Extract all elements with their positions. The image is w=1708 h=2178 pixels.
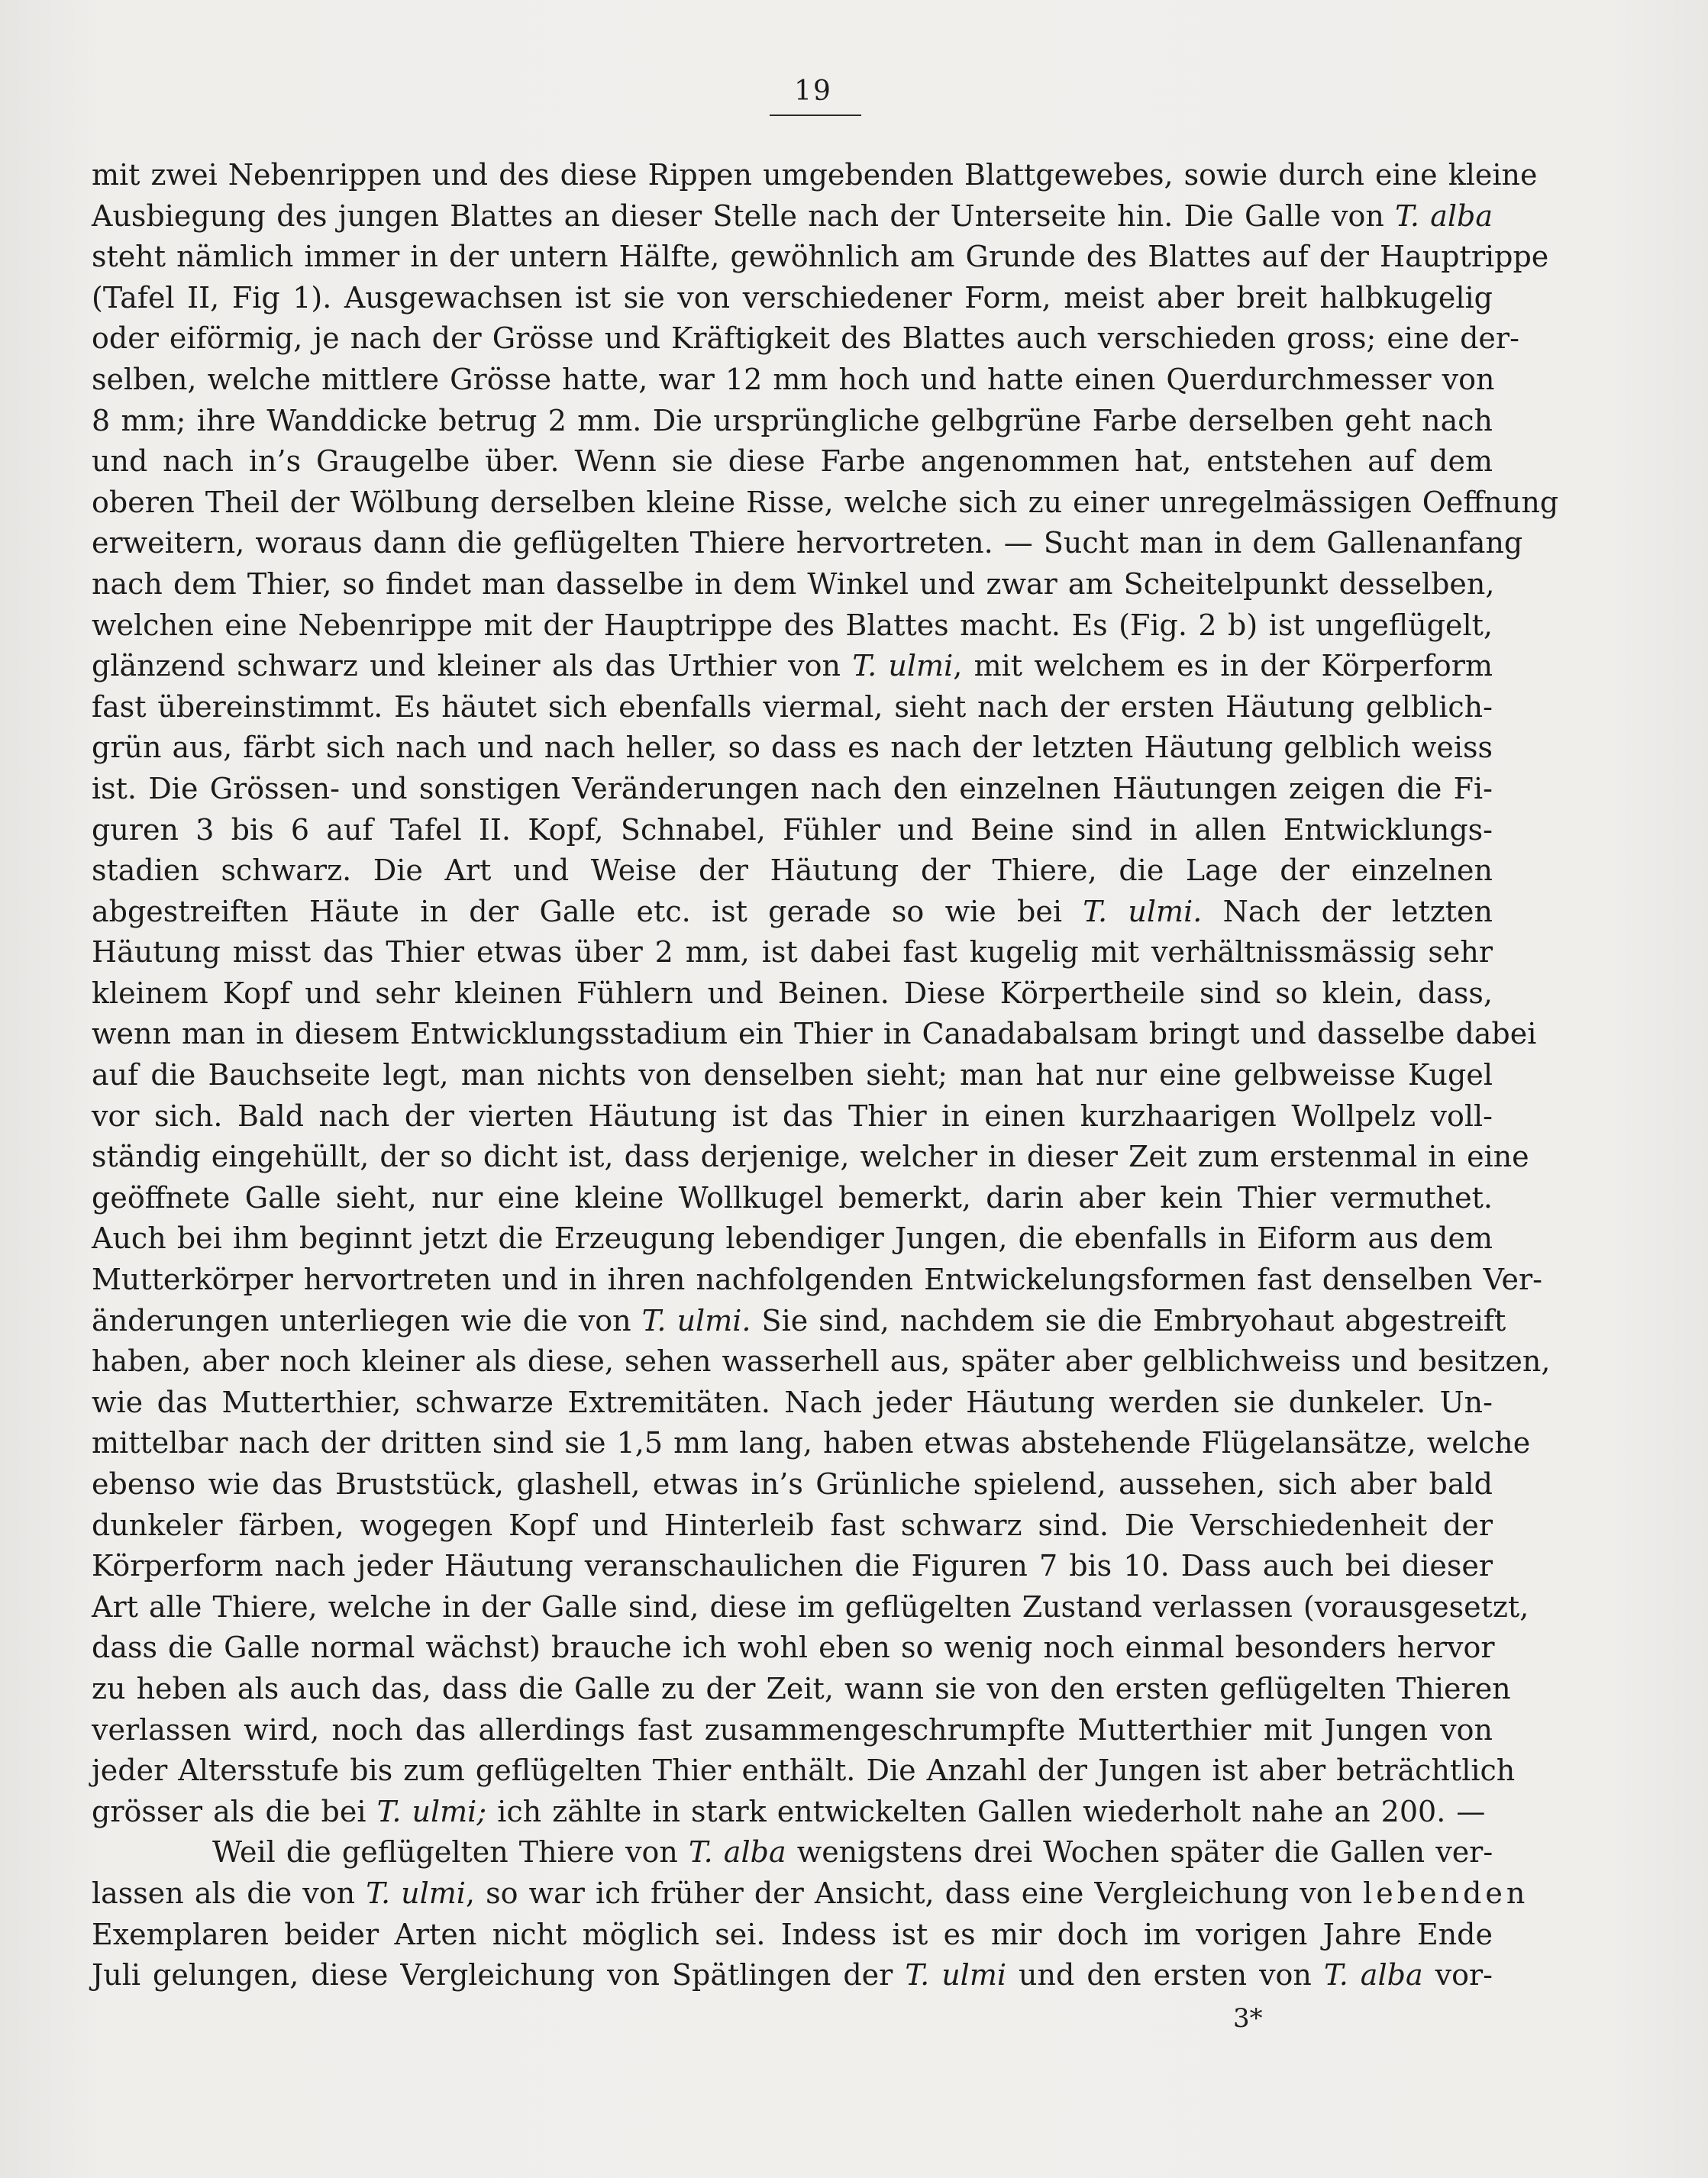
text-segment: fast übereinstimmt. Es häutet sich ebenfalls viermal, sieht nach der ersten Häutung gelblich- <box>92 689 1493 724</box>
text-line <box>92 1832 1493 1873</box>
text-line <box>92 892 1493 933</box>
text-line <box>92 1873 1529 1915</box>
italic-taxon: T. ulmi <box>366 1876 466 1910</box>
text-segment: jeder Altersstufe bis zum geflügelten Thier enthält. Die Anzahl der Jungen ist aber beträchtlich <box>92 1754 1516 1788</box>
text-line <box>92 564 1493 605</box>
text-segment: ebenso wie das Bruststück, glashell, etwas in’s Grünliche spielend, aussehen, sich aber bald <box>92 1467 1493 1501</box>
text-line <box>92 1750 1516 1792</box>
spaced-emphasis: lebenden <box>1363 1876 1529 1910</box>
text-segment: oder eiförmig, je nach der Grösse und Kräftigkeit des Blattes auch verschieden gross; eine der- <box>92 321 1519 356</box>
text-line <box>92 196 1493 237</box>
text-line <box>92 155 1538 196</box>
text-segment: kleinem Kopf und sehr kleinen Fühlern und Beinen. Diese Körpertheile sind so klein, dass, <box>92 976 1493 1010</box>
text-line <box>92 360 1493 401</box>
text-segment: vor- <box>1422 1958 1493 1992</box>
text-line <box>92 850 1493 892</box>
italic-taxon: T. alba <box>688 1835 786 1870</box>
text-line <box>92 278 1493 319</box>
text-line <box>92 1341 1551 1383</box>
text-segment: dass die Galle normal wächst) brauche ich wohl eben so wenig noch einmal besonders hervor <box>92 1631 1495 1665</box>
text-segment: selben, welche mittlere Grösse hatte, war 12 mm hoch und hatte einen Querdurchmesser von <box>92 362 1495 396</box>
text-segment: mittelbar nach der dritten sind sie 1,5 mm lang, haben etwas abstehende Flügelansätze, welche <box>92 1426 1531 1460</box>
text-segment: lassen als die von <box>92 1876 366 1910</box>
text-segment: Sie sind, nachdem sie die Embryohaut abgestreift <box>751 1303 1506 1337</box>
text-line <box>92 646 1493 687</box>
text-line <box>92 318 1519 360</box>
text-segment: welchen eine Nebenrippe mit der Hauptrippe des Blattes macht. Es (Fig. 2 b) ist ungeflügelt, <box>92 608 1493 642</box>
text-segment: änderungen unterliegen wie die von <box>92 1303 642 1337</box>
text-segment: Ausbiegung des jungen Blattes an dieser Stelle nach der Unterseite hin. Die Galle von <box>92 198 1396 233</box>
text-line <box>92 1669 1511 1710</box>
text-line <box>92 441 1493 482</box>
text-segment: glänzend schwarz und kleiner als das Urthier von <box>92 649 853 683</box>
text-segment: dunkeler färben, wogegen Kopf und Hinterleib fast schwarz sind. Die Verschiedenheit der <box>92 1508 1493 1542</box>
text-line <box>92 1178 1493 1219</box>
italic-taxon: T. ulmi <box>852 649 954 683</box>
italic-taxon: T. ulmi. <box>641 1303 751 1337</box>
text-segment: 8 mm; ihre Wanddicke betrug 2 mm. Die ursprüngliche gelbgrüne Farbe derselben geht nach <box>92 403 1493 437</box>
italic-taxon: T. alba <box>1395 198 1493 233</box>
text-line <box>92 1383 1493 1424</box>
text-segment: Juli gelungen, diese Vergleichung von Spätlingen der <box>92 1958 906 1992</box>
italic-taxon: T. alba <box>1323 1958 1423 1992</box>
text-line <box>92 1587 1529 1628</box>
text-segment: nach dem Thier, so findet man dasselbe in dem Winkel und zwar am Scheitelpunkt desselben, <box>92 566 1495 601</box>
text-line <box>92 769 1493 810</box>
text-line <box>92 1955 1493 1996</box>
text-segment: Körperform nach jeder Häutung veranschaulichen die Figuren 7 bis 10. Dass auch bei dieser <box>92 1549 1493 1583</box>
text-line <box>92 1915 1493 1956</box>
text-line <box>92 1055 1493 1096</box>
text-segment: Weil die geflügelten Thiere von <box>212 1835 689 1870</box>
page-number-rule <box>770 115 861 116</box>
text-segment: wenn man in diesem Entwicklungsstadium ein Thier in Canadabalsam bringt und dasselbe dabei <box>92 1017 1537 1051</box>
text-segment: Häutung misst das Thier etwas über 2 mm, ist dabei fast kugelig mit verhältnissmässig sehr <box>92 935 1493 970</box>
text-segment: wenigstens drei Wochen später die Gallen ver- <box>786 1835 1493 1870</box>
text-segment: stadien schwarz. Die Art und Weise der Häutung der Thiere, die Lage der einzelnen <box>92 853 1493 888</box>
body-text <box>92 155 1559 1996</box>
text-segment: Art alle Thiere, welche in der Galle sind, diese im geflügelten Zustand verlassen (vorausgesetzt, <box>92 1589 1529 1624</box>
text-line <box>92 1505 1493 1547</box>
text-line <box>92 401 1493 442</box>
text-line <box>92 1423 1531 1464</box>
text-line <box>92 932 1493 973</box>
text-segment: , so war ich früher der Ansicht, dass eine Vergleichung von <box>465 1876 1364 1910</box>
text-line <box>92 482 1559 524</box>
text-line <box>92 523 1523 564</box>
text-line <box>92 1464 1493 1505</box>
italic-taxon: T. ulmi. <box>1083 894 1203 928</box>
text-line <box>92 1014 1537 1055</box>
page-number: 19 <box>794 76 832 107</box>
text-line <box>92 1260 1542 1301</box>
text-segment: guren 3 bis 6 auf Tafel II. Kopf, Schnabel, Fühler und Beine sind in allen Entwicklungs- <box>92 812 1493 847</box>
text-segment: ist. Die Grössen- und sonstigen Veränderungen nach den einzelnen Häutungen zeigen die Fi- <box>92 771 1493 805</box>
text-segment: und nach in’s Graugelbe über. Wenn sie diese Farbe angenommen hat, entstehen auf dem <box>92 444 1493 479</box>
italic-taxon: T. ulmi; <box>376 1794 487 1828</box>
text-line <box>92 1218 1493 1260</box>
text-segment: Auch bei ihm beginnt jetzt die Erzeugung lebendiger Jungen, die ebenfalls in Eiform aus dem <box>92 1221 1493 1256</box>
text-segment: Mutterkörper hervortreten und in ihren nachfolgenden Entwickelungsformen fast denselben Ver- <box>92 1263 1542 1297</box>
text-segment: grösser als die bei <box>92 1794 377 1828</box>
text-line <box>92 605 1493 647</box>
text-line <box>92 237 1549 278</box>
text-segment: geöffnete Galle sieht, nur eine kleine Wollkugel bemerkt, darin aber kein Thier vermuthet. <box>92 1180 1493 1215</box>
text-line <box>92 1137 1529 1178</box>
text-segment: Exemplaren beider Arten nicht möglich sei. Indess ist es mir doch im vorigen Jahre Ende <box>92 1917 1493 1951</box>
text-line <box>92 1096 1493 1137</box>
text-line <box>92 728 1493 769</box>
italic-taxon: T. ulmi <box>905 1958 1007 1992</box>
text-segment: mit zwei Nebenrippen und des diese Rippen umgebenden Blattgewebes, sowie durch eine kleine <box>92 158 1538 192</box>
text-line <box>92 1628 1493 1669</box>
text-segment: erweitern, woraus dann die geflügelten Thiere hervortreten. — Sucht man in dem Gallenanfang <box>92 526 1523 560</box>
text-line <box>92 973 1493 1015</box>
text-line <box>92 810 1493 851</box>
text-line <box>92 687 1493 728</box>
text-segment: , mit welchem es in der Körperform <box>953 649 1493 683</box>
text-segment: und den ersten von <box>1006 1958 1324 1992</box>
text-line <box>92 1792 1493 1833</box>
signature-mark: 3* <box>1233 2003 1263 2034</box>
text-segment: ich zählte in stark entwickelten Gallen wiederholt nahe an 200. — <box>486 1794 1486 1828</box>
text-segment: abgestreiften Häute in der Galle etc. ist gerade so wie bei <box>92 894 1083 928</box>
text-segment: (Tafel II, Fig 1). Ausgewachsen ist sie von verschiedener Form, meist aber breit halbkugelig <box>92 280 1493 315</box>
text-segment: grün aus, färbt sich nach und nach heller, so dass es nach der letzten Häutung gelblich weiss <box>92 731 1493 765</box>
text-segment: verlassen wird, noch das allerdings fast zusammengeschrumpfte Mutterthier mit Jungen von <box>92 1712 1493 1747</box>
text-line <box>92 1710 1493 1751</box>
text-segment: wie das Mutterthier, schwarze Extremitäten. Nach jeder Häutung werden sie dunkeler. Un- <box>92 1385 1493 1419</box>
text-segment: zu heben als auch das, dass die Galle zu der Zeit, wann sie von den ersten geflügelten Thieren <box>92 1671 1511 1705</box>
text-segment: ständig eingehüllt, der so dicht ist, dass derjenige, welcher in dieser Zeit zum erstenmal in eine <box>92 1140 1529 1174</box>
text-segment: oberen Theil der Wölbung derselben kleine Risse, welche sich zu einer unregelmässigen Oeffnung <box>92 485 1559 519</box>
text-segment: haben, aber noch kleiner als diese, sehen wasserhell aus, später aber gelblichweiss und besitzen, <box>92 1344 1551 1379</box>
text-line <box>92 1301 1506 1342</box>
text-segment: vor sich. Bald nach der vierten Häutung ist das Thier in einen kurzhaarigen Wollpelz voll- <box>92 1099 1493 1133</box>
text-segment: Nach der letzten <box>1202 894 1493 928</box>
text-segment: auf die Bauchseite legt, man nichts von denselben sieht; man hat nur eine gelbweisse Kugel <box>92 1058 1493 1092</box>
text-segment: steht nämlich immer in der untern Hälfte, gewöhnlich am Grunde des Blattes auf der Hauptrippe <box>92 240 1549 274</box>
text-line <box>92 1546 1493 1587</box>
